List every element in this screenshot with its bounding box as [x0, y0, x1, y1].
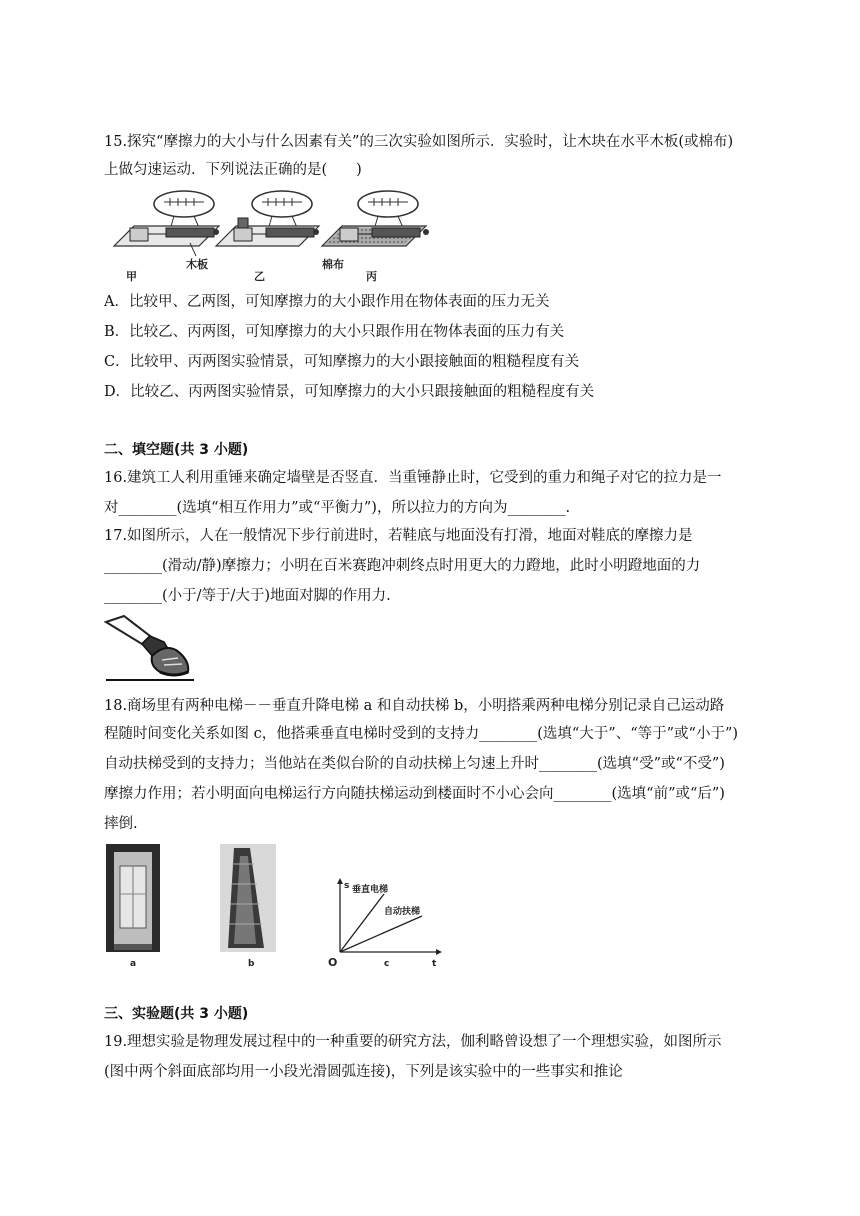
axis-t-label: t [432, 959, 437, 968]
q15-option-b: B．比较乙、丙两图，可知摩擦力的大小只跟作用在物体表面的压力有关 [104, 324, 565, 340]
q15-stem-line2: 上做匀速运动．下列说法正确的是( ) [104, 162, 362, 178]
section-3-title: 三、实验题(共 3 小题) [104, 1006, 249, 1022]
q18-stem-line2: 程随时间变化关系如图 c，他搭乘垂直电梯时受到的支持力________(选填“大于”、“等于”或“小于”) [104, 726, 739, 742]
label-a: a [130, 959, 137, 968]
q19-stem-line2: (图中两个斜面底部均用一小段光滑圆弧连接)，下列是该实验中的一些事实和推论 [104, 1064, 623, 1080]
q18-stem-line1: 18.商场里有两种电梯－－垂直升降电梯 a 和自动扶梯 b，小明搭乘两种电梯分别记录自己运动路 [104, 698, 725, 714]
friction-experiment-figure [104, 188, 434, 284]
escalator-line [340, 916, 422, 952]
shoe-walking-figure [104, 614, 196, 684]
q18-stem-line4: 摩擦力作用；若小明面向电梯运行方向随扶梯运动到楼面时不小心会向________(选填“前”或“后”) [104, 786, 725, 802]
s-t-graph [326, 876, 446, 968]
q15-option-c: C．比较甲、丙两图实验情景，可知摩擦力的大小跟接触面的粗糙程度有关 [104, 354, 580, 370]
q18-stem-line3: 自动扶梯受到的支持力；当他站在类似台阶的自动扶梯上匀速上升时________(选填“受”或“不受”) [104, 756, 725, 772]
label-b: b [248, 959, 255, 968]
q17-stem-line1: 17.如图所示，人在一般情况下步行前进时，若鞋底与地面没有打滑，地面对鞋底的摩擦力是 [104, 528, 693, 544]
q15-option-a: A．比较甲、乙两图，可知摩擦力的大小跟作用在物体表面的压力无关 [104, 294, 550, 310]
vertical-elevator-photo [104, 844, 164, 968]
label-yi: 乙 [254, 270, 265, 283]
label-mianbu: 棉布 [322, 258, 344, 271]
setup-bing [322, 191, 429, 246]
origin-label: O [328, 956, 338, 968]
q17-stem-line2: ________(滑动/静)摩擦力；小明在百米赛跑冲刺终点时用更大的力蹬地，此时小明蹬地面的力 [104, 558, 701, 574]
escalator-label: 自动扶梯 [384, 907, 421, 917]
q15-option-d: D．比较乙、丙两图实验情景，可知摩擦力的大小只跟接触面的粗糙程度有关 [104, 384, 595, 400]
q16-stem-line1: 16.建筑工人利用重锤来确定墙壁是否竖直．当重锤静止时，它受到的重力和绳子对它的拉力是一 [104, 470, 722, 486]
label-c: c [384, 959, 390, 968]
label-muban: 木板 [186, 258, 208, 271]
q15-stem-line1: 15.探究“摩擦力的大小与什么因素有关”的三次实验如图所示．实验时，让木块在水平木板(或棉布) [104, 134, 734, 150]
q19-stem-line1: 19.理想实验是物理发展过程中的一种重要的研究方法，伽利略曾设想了一个理想实验，如图所示 [104, 1034, 722, 1050]
setup-jia [114, 191, 219, 246]
axis-s-label: s [344, 881, 350, 891]
section-2-title: 二、填空题(共 3 小题) [104, 442, 249, 458]
q16-stem-line2: 对________(选填“相互作用力”或“平衡力”)，所以拉力的方向为________. [104, 500, 571, 516]
label-jia: 甲 [126, 270, 137, 283]
q17-stem-line3: ________(小于/等于/大于)地面对脚的作用力. [104, 588, 391, 604]
q18-stem-line5: 摔倒. [104, 816, 138, 832]
setup-yi [216, 191, 319, 246]
escalator-photo [220, 844, 280, 968]
label-bing: 丙 [366, 270, 377, 283]
vertical-elevator-line [340, 894, 384, 952]
vertical-elevator-label: 垂直电梯 [352, 885, 389, 895]
